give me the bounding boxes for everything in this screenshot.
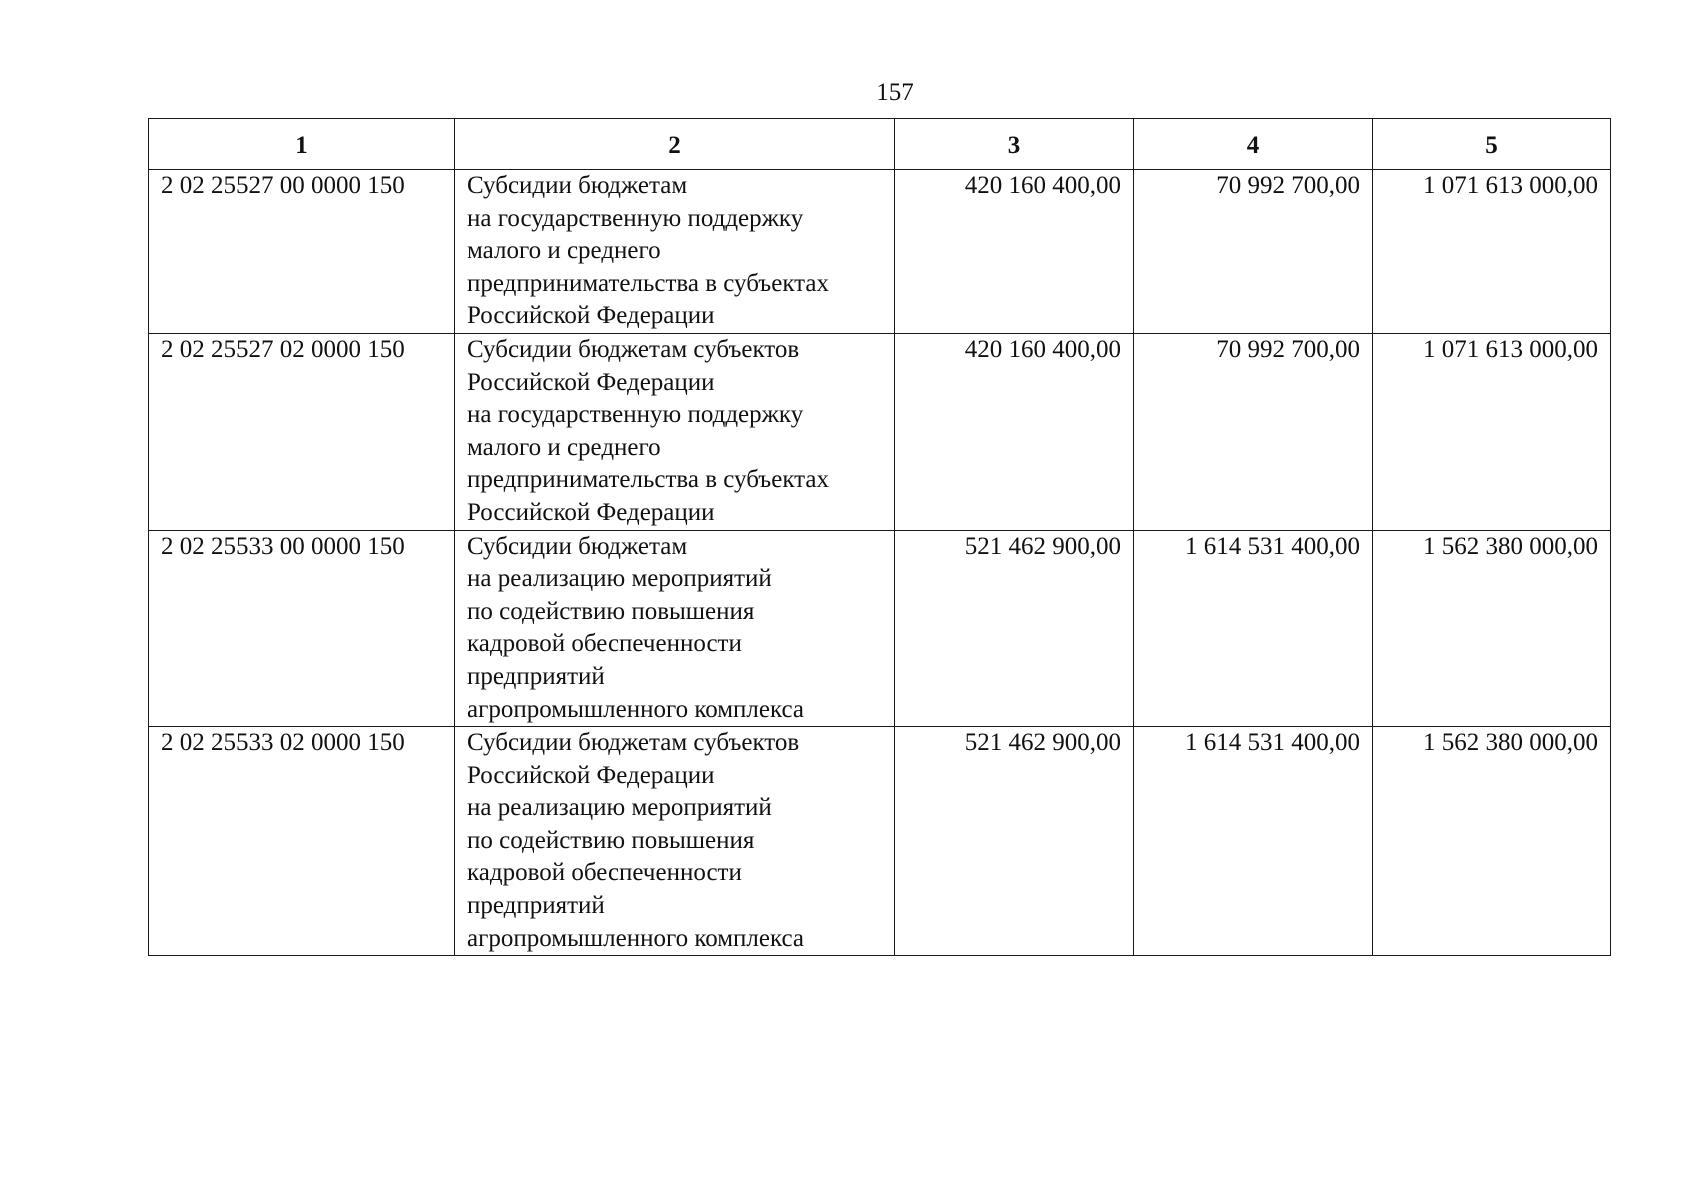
- description-line: Субсидии бюджетам субъектов: [467, 729, 800, 757]
- amount-col5-cell: 1 071 613 000,00: [1373, 170, 1611, 334]
- description-cell: [455, 170, 895, 334]
- table-row: [149, 530, 1611, 727]
- description-line: Субсидии бюджетам: [467, 532, 688, 560]
- description-line: на реализацию мероприятий: [467, 794, 772, 822]
- description-line: агропромышленного комплекса: [467, 924, 805, 952]
- column-header-5: 5: [1373, 119, 1611, 170]
- description-line: Субсидии бюджетам: [467, 172, 688, 199]
- budget-code-cell: 2 02 25533 02 0000 150: [149, 727, 455, 956]
- description-line: кадровой обеспеченности: [467, 859, 742, 887]
- amount-col4-cell: 1 614 531 400,00: [1134, 727, 1373, 956]
- budget-code-cell: 2 02 25533 00 0000 150: [149, 530, 455, 727]
- budget-code-cell: 2 02 25527 00 0000 150: [149, 170, 455, 334]
- description-cell: [455, 333, 895, 530]
- column-header-2: 2: [455, 119, 895, 170]
- description-line: предпринимательства в субъектах: [467, 269, 829, 297]
- budget-code-cell: 2 02 25527 02 0000 150: [149, 333, 455, 530]
- description-line: предпринимательства в субъектах: [467, 466, 829, 494]
- column-header-1: 1: [149, 119, 455, 170]
- description-line: малого и среднего: [467, 433, 661, 461]
- description-line: на государственную поддержку: [467, 204, 804, 232]
- description-line: по содействию повышения: [467, 826, 755, 854]
- description-line: предприятий: [467, 892, 605, 920]
- description-line: малого и среднего: [467, 237, 661, 265]
- description-line: Российской Федерации: [467, 761, 715, 789]
- table-row: [149, 727, 1611, 956]
- description-line: Российской Федерации: [467, 302, 715, 330]
- amount-col4-cell: 70 992 700,00: [1134, 170, 1373, 334]
- description-line: на государственную поддержку: [467, 401, 804, 429]
- amount-col4-cell: 70 992 700,00: [1134, 333, 1373, 530]
- description-line: Российской Федерации: [467, 498, 715, 526]
- amount-col3-cell: 420 160 400,00: [895, 170, 1134, 334]
- description-line: кадровой обеспеченности: [467, 630, 742, 658]
- description-cell: [455, 530, 895, 727]
- table-row: [149, 170, 1611, 334]
- description-line: Субсидии бюджетам субъектов: [467, 335, 800, 363]
- description-line: агропромышленного комплекса: [467, 695, 805, 723]
- amount-col3-cell: 420 160 400,00: [895, 333, 1134, 530]
- amount-col4-cell: 1 614 531 400,00: [1134, 530, 1373, 727]
- amount-col5-cell: 1 562 380 000,00: [1373, 727, 1611, 956]
- amount-col5-cell: 1 071 613 000,00: [1373, 333, 1611, 530]
- table-row: [149, 333, 1611, 530]
- description-line: по содействию повышения: [467, 597, 755, 625]
- column-header-4: 4: [1134, 119, 1373, 170]
- amount-col3-cell: 521 462 900,00: [895, 727, 1134, 956]
- amount-col5-cell: 1 562 380 000,00: [1373, 530, 1611, 727]
- column-header-3: 3: [895, 119, 1134, 170]
- page-number: 157: [876, 79, 914, 106]
- description-line: Российской Федерации: [467, 368, 715, 396]
- description-line: на реализацию мероприятий: [467, 565, 772, 593]
- budget-table: [148, 118, 1611, 956]
- description-cell: [455, 727, 895, 956]
- description-line: предприятий: [467, 662, 605, 690]
- amount-col3-cell: 521 462 900,00: [895, 530, 1134, 727]
- table-header-row: [149, 119, 1611, 170]
